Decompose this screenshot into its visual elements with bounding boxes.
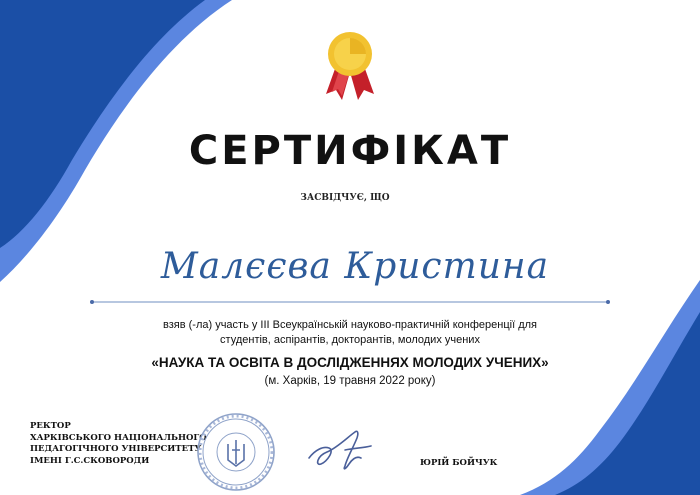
signer-name: ЮРІЙ БОЙЧУК xyxy=(420,458,498,468)
certificate-title: СЕРТИФІКАТ xyxy=(188,128,512,174)
position-line: ІМЕНІ Г.С.СКОВОРОДИ xyxy=(30,455,150,466)
participation-text xyxy=(100,318,600,348)
certifies-that-label: ЗАСВІДЧУЄ, ЩО xyxy=(300,193,390,203)
position-line: РЕКТОР xyxy=(30,421,71,431)
position-line: ХАРКІВСЬКОГО НАЦІОНАЛЬНОГО xyxy=(30,432,207,443)
conference-title: «НАУКА ТА ОСВІТА В ДОСЛІДЖЕННЯХ МОЛОДИХ УЧЕНИХ» xyxy=(151,355,549,370)
handwritten-signature xyxy=(305,428,375,472)
recipient-name: Малєєва Кристина xyxy=(160,246,550,287)
official-seal-stamp xyxy=(190,410,282,492)
participation-line-2: студентів, аспірантів, докторантів, молодих учених xyxy=(220,334,480,346)
award-medal-icon xyxy=(322,28,378,100)
participation-line-1: взяв (-ла) участь у ІІІ Всеукраїнській науково-практичній конференції для xyxy=(163,319,537,331)
name-underline-divider xyxy=(88,297,612,307)
date-location: (м. Харків, 19 травня 2022 року) xyxy=(264,375,436,387)
position-line: ПЕДАГОГІЧНОГО УНІВЕРСИТЕТУ xyxy=(30,444,202,454)
